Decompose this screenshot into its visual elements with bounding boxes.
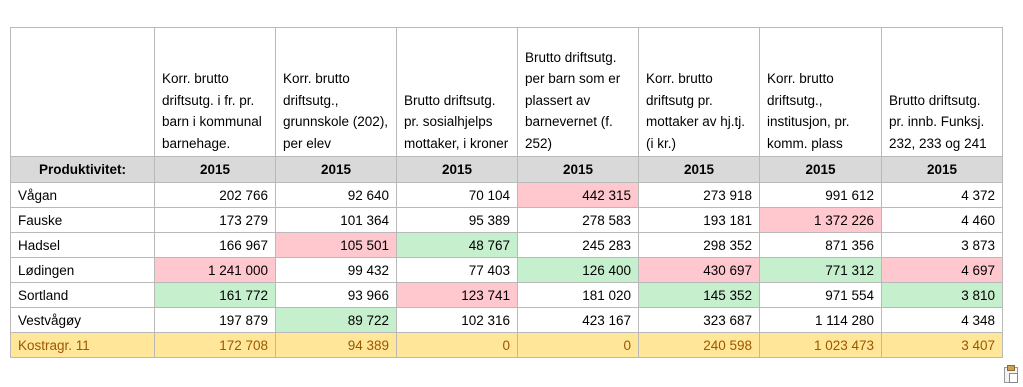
value-cell[interactable]: 3 873 bbox=[882, 233, 1003, 258]
table-row bbox=[11, 233, 1003, 258]
value-cell[interactable]: 240 598 bbox=[639, 333, 760, 358]
value-cell[interactable]: 101 364 bbox=[276, 208, 397, 233]
row-name-cell[interactable]: Vestvågøy bbox=[11, 308, 155, 333]
year-cell[interactable]: 2015 bbox=[397, 157, 518, 183]
value-cell[interactable]: 99 432 bbox=[276, 258, 397, 283]
column-header[interactable]: Brutto driftsutg. per barn som er plassert av barnevernet (f. 252) bbox=[518, 28, 639, 157]
value-cell[interactable]: 1 023 473 bbox=[760, 333, 882, 358]
column-header[interactable]: Brutto driftsutg. pr. innb. Funksj. 232, 233 og 241 bbox=[882, 28, 1003, 157]
value-cell[interactable]: 93 966 bbox=[276, 283, 397, 308]
value-cell[interactable]: 173 279 bbox=[155, 208, 276, 233]
table-row bbox=[11, 183, 1003, 208]
row-name-cell[interactable]: Lødingen bbox=[11, 258, 155, 283]
value-cell[interactable]: 197 879 bbox=[155, 308, 276, 333]
value-cell[interactable]: 102 316 bbox=[397, 308, 518, 333]
corner-cell[interactable] bbox=[11, 28, 155, 157]
value-cell[interactable]: 1 241 000 bbox=[155, 258, 276, 283]
value-cell[interactable]: 4 697 bbox=[882, 258, 1003, 283]
value-cell[interactable]: 0 bbox=[518, 333, 639, 358]
table-row bbox=[11, 308, 1003, 333]
column-header[interactable]: Korr. brutto driftsutg pr. mottaker av hj.tj. (i kr.) bbox=[639, 28, 760, 157]
value-cell[interactable]: 105 501 bbox=[276, 233, 397, 258]
value-cell[interactable]: 1 114 280 bbox=[760, 308, 882, 333]
value-cell[interactable]: 166 967 bbox=[155, 233, 276, 258]
value-cell[interactable]: 126 400 bbox=[518, 258, 639, 283]
value-cell[interactable]: 161 772 bbox=[155, 283, 276, 308]
value-cell[interactable]: 4 348 bbox=[882, 308, 1003, 333]
value-cell[interactable]: 89 722 bbox=[276, 308, 397, 333]
value-cell[interactable]: 95 389 bbox=[397, 208, 518, 233]
row-name-cell[interactable]: Sortland bbox=[11, 283, 155, 308]
value-cell[interactable]: 202 766 bbox=[155, 183, 276, 208]
header-row bbox=[11, 28, 1003, 157]
value-cell[interactable]: 92 640 bbox=[276, 183, 397, 208]
value-cell[interactable]: 430 697 bbox=[639, 258, 760, 283]
productivity-table bbox=[10, 27, 1003, 358]
table-row bbox=[11, 283, 1003, 308]
year-cell[interactable]: 2015 bbox=[518, 157, 639, 183]
value-cell[interactable]: 1 372 226 bbox=[760, 208, 882, 233]
year-cell[interactable]: 2015 bbox=[276, 157, 397, 183]
table-row bbox=[11, 258, 1003, 283]
year-row bbox=[11, 157, 1003, 183]
year-cell[interactable]: 2015 bbox=[760, 157, 882, 183]
value-cell[interactable]: 4 460 bbox=[882, 208, 1003, 233]
value-cell[interactable]: 3 407 bbox=[882, 333, 1003, 358]
table-row bbox=[11, 208, 1003, 233]
value-cell[interactable]: 442 315 bbox=[518, 183, 639, 208]
value-cell[interactable]: 172 708 bbox=[155, 333, 276, 358]
total-row bbox=[11, 333, 1003, 358]
value-cell[interactable]: 70 104 bbox=[397, 183, 518, 208]
column-header[interactable]: Brutto driftsutg. pr. sosialhjelps mottaker, i kroner bbox=[397, 28, 518, 157]
value-cell[interactable]: 0 bbox=[397, 333, 518, 358]
row-name-cell[interactable]: Kostragr. 11 bbox=[11, 333, 155, 358]
value-cell[interactable]: 323 687 bbox=[639, 308, 760, 333]
row-name-cell[interactable]: Vågan bbox=[11, 183, 155, 208]
year-cell[interactable]: 2015 bbox=[155, 157, 276, 183]
value-cell[interactable]: 3 810 bbox=[882, 283, 1003, 308]
value-cell[interactable]: 771 312 bbox=[760, 258, 882, 283]
value-cell[interactable]: 4 372 bbox=[882, 183, 1003, 208]
value-cell[interactable]: 991 612 bbox=[760, 183, 882, 208]
value-cell[interactable]: 423 167 bbox=[518, 308, 639, 333]
value-cell[interactable]: 94 389 bbox=[276, 333, 397, 358]
value-cell[interactable]: 193 181 bbox=[639, 208, 760, 233]
value-cell[interactable]: 77 403 bbox=[397, 258, 518, 283]
column-header[interactable]: Korr. brutto driftsutg., grunnskole (202), per elev bbox=[276, 28, 397, 157]
value-cell[interactable]: 48 767 bbox=[397, 233, 518, 258]
row-name-cell[interactable]: Fauske bbox=[11, 208, 155, 233]
value-cell[interactable]: 181 020 bbox=[518, 283, 639, 308]
paste-options-icon[interactable] bbox=[1004, 367, 1018, 383]
value-cell[interactable]: 145 352 bbox=[639, 283, 760, 308]
year-cell[interactable]: 2015 bbox=[639, 157, 760, 183]
value-cell[interactable]: 871 356 bbox=[760, 233, 882, 258]
year-cell[interactable]: 2015 bbox=[882, 157, 1003, 183]
value-cell[interactable]: 298 352 bbox=[639, 233, 760, 258]
value-cell[interactable]: 273 918 bbox=[639, 183, 760, 208]
value-cell[interactable]: 278 583 bbox=[518, 208, 639, 233]
value-cell[interactable]: 971 554 bbox=[760, 283, 882, 308]
value-cell[interactable]: 245 283 bbox=[518, 233, 639, 258]
column-header[interactable]: Korr. brutto driftsutg., institusjon, pr. komm. plass bbox=[760, 28, 882, 157]
row-label-cell[interactable]: Produktivitet: bbox=[11, 157, 155, 183]
row-name-cell[interactable]: Hadsel bbox=[11, 233, 155, 258]
value-cell[interactable]: 123 741 bbox=[397, 283, 518, 308]
column-header[interactable]: Korr. brutto driftsutg. i fr. pr. barn i kommunal barnehage. bbox=[155, 28, 276, 157]
